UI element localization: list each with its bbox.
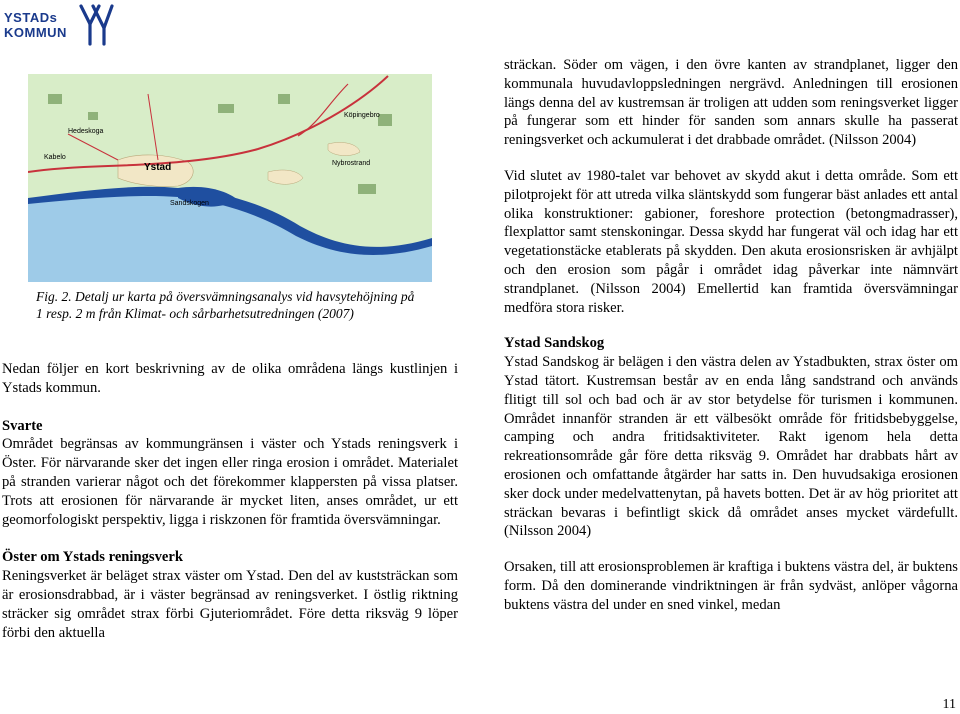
cause-paragraph: Orsaken, till att erosionsproblemen är kraftiga i buktens västra del, är buktens form. Då den dominerande vindriktningen är från sydväst, anlöper vågorna buktens västra del under en sned vinkel, medan	[504, 559, 958, 613]
left-column	[2, 360, 458, 642]
map-label-kabelo: Kabelo	[44, 154, 66, 161]
logo-line-1: YSTADs	[4, 10, 58, 25]
caption-line-1: Fig. 2. Detalj ur karta på översvämningsanalys vid havsytehöjning på	[36, 289, 415, 304]
oster-paragraph: Reningsverket är beläget strax väster om Ystad. Den del av kuststräckan som är erosionsdrabbad, är i väster begränsad av reningsverket. I östlig riktning sträcker sig området strax förbi Gjuteriområdet. Före detta riksväg 9 löper förbi den aktuella	[2, 568, 458, 641]
page-number: 11	[942, 697, 956, 712]
oster-heading: Öster om Ystads reningsverk	[2, 549, 183, 566]
sandskog-heading: Ystad Sandskog	[504, 335, 605, 352]
svarte-paragraph: Området begränsas av kommungränsen i väster och Ystads reningsverk i Öster. För närvarande sker det ingen eller ringa erosion i området. Materialet på stranden varierar något och det förekommer klappersten på vissa platser. Trots att erosionen för närvarande är mycket liten, anses området, ur ett geomorfologiskt perspektiv, ligga i riskzonen för framtida översvämningar.	[2, 436, 458, 528]
map-label-hedeskoga: Hedeskoga	[68, 128, 104, 135]
ystad-emblem-icon	[78, 2, 114, 48]
ystad-kommun-logo	[2, 2, 114, 48]
sandskog-paragraph: Ystad Sandskog är belägen i den västra delen av Ystadbukten, strax öster om Ystad tätort. Kustremsan består av en enda lång sandstrand och används flitigt till sol och bad och är av stor betydelse för turismen i kommunen. Området innanför stranden är ett välbesökt område för fritidsbebyggelse, camping och andra fritidsaktiviteter. Rakt igenom hela detta rekreationsområde går före detta riksväg 9. Området har drabbats hårt av erosionen och omfattande åtgärder har satts in. Den huvudsakiga erosionen sker dock under medelvattenytan, på havets botten. Det är av hög prioritet att sträckan bevaras i befintligt skick då området anses mycket värdefullt. (Nilsson 2004)	[504, 354, 958, 540]
map-label-sandskogen: Sandskogen	[170, 200, 209, 207]
map-label-nybrostrand: Nybrostrand	[332, 160, 371, 167]
right-column	[504, 56, 958, 615]
intro-paragraph: Nedan följer en kort beskrivning av de olika områdena längs kustlinjen i Ystads kommun.	[2, 361, 458, 396]
continuation-paragraph: sträckan. Söder om vägen, i den övre kanten av strandplanet, ligger den kommunala huvudavloppsledningen nergrävd. Anledningen till erosionen längs denna del av kustremsan är troligen att udden som reningsverket ligger på fungerar som ett hinder för sanden som annars skulle ha passerat reningsverket och ackumulerat i det drabbade området. (Nilsson 2004)	[504, 57, 958, 149]
logo-text	[4, 10, 67, 40]
map-label-kopingebro: Köpingebro	[344, 112, 380, 119]
svarte-heading: Svarte	[2, 417, 43, 434]
caption-line-2: 1 resp. 2 m från Klimat- och sårbarhetsutredningen (2007)	[36, 306, 354, 321]
map-graphic	[28, 74, 432, 282]
figure-caption	[36, 288, 436, 322]
protection-paragraph: Vid slutet av 1980-talet var behovet av skydd akut i detta område. Som ett pilotprojekt för att utreda vilka släntskydd som fungerar bäst anlades ett antal olika konstruktioner: gabioner, foreshore protection (betongmadrasser), flexplattor samt stenskoningar. Dessa skydd har fungerat väl och idag har ett vegetationstäcke etablerats på skydden. Den akuta erosionsrisken är avhjälpt och den erosion som pågår i området idag påverkar inte nämnvärt strandplanet. (Nilsson 2004) Emellertid kan framtida översvämningar medföra stora risker.	[504, 167, 958, 316]
map-label-ystad: Ystad	[144, 162, 172, 173]
logo-line-2: KOMMUN	[4, 25, 67, 40]
flood-risk-map	[28, 74, 432, 282]
